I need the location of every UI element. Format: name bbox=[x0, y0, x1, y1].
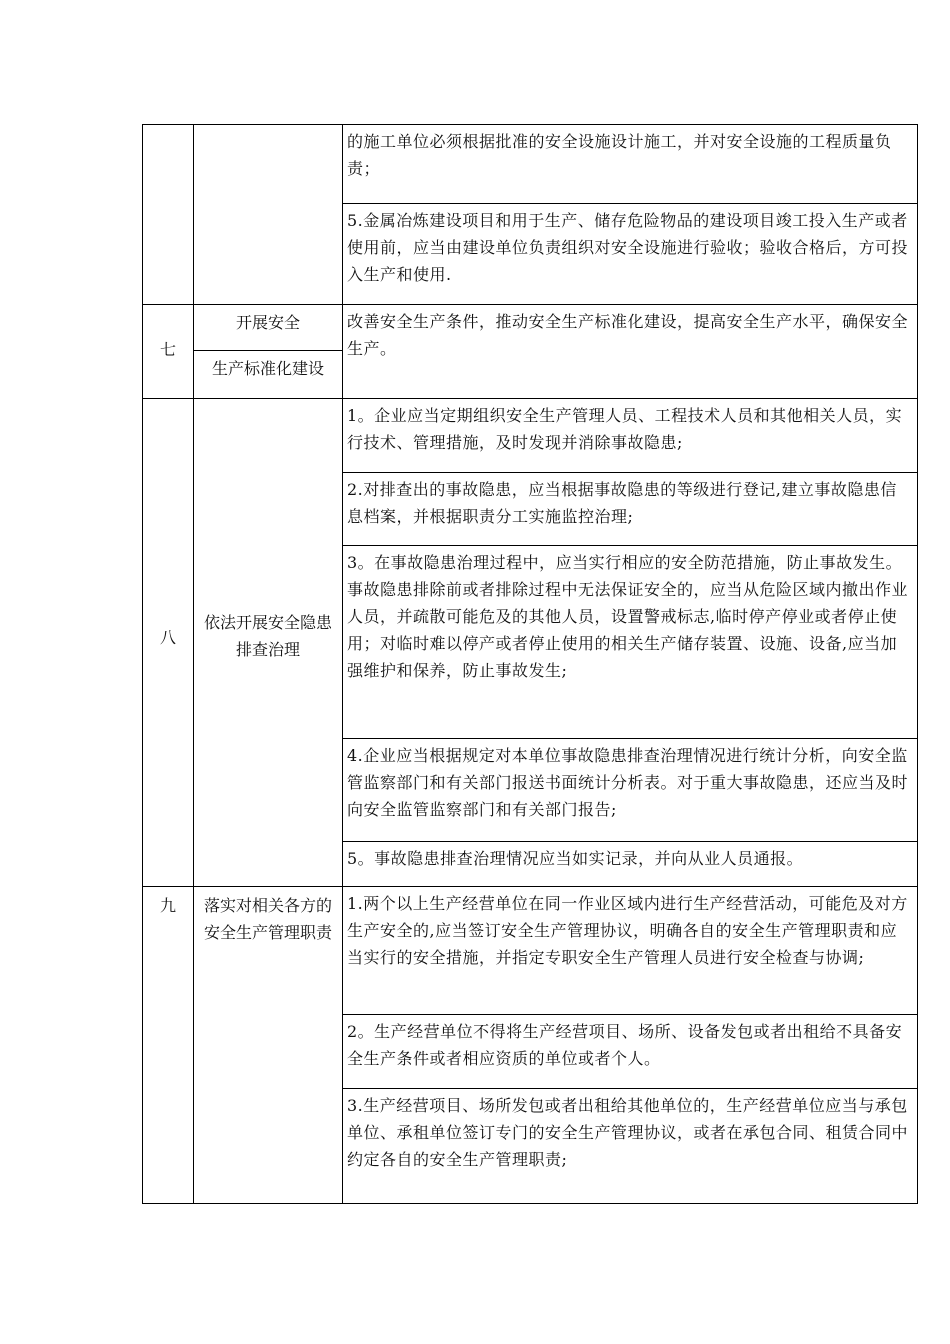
row-number: 七 bbox=[159, 340, 176, 359]
content-item: 1。企业应当定期组织安全生产管理人员、工程技术人员和其他相关人员，实行技术、管理措施，及时发现并消除事故隐患; bbox=[347, 406, 903, 452]
row-topic-cell bbox=[194, 305, 343, 398]
row-number: 八 bbox=[159, 628, 176, 647]
content-item: 4.企业应当根据规定对本单位事故隐患排查治理情况进行统计分析，向安全监管监察部门和有关部门报送书面统计分析表。对于重大事故隐患，还应当及时向安全监管监察部门和有关部门报告; bbox=[343, 738, 917, 841]
safety-duties-table bbox=[142, 124, 918, 1204]
row-content-cell bbox=[343, 305, 917, 398]
content-item: 5。事故隐患排查治理情况应当如实记录，并向从业人员通报。 bbox=[343, 841, 917, 885]
row-content-cell bbox=[343, 887, 917, 1203]
row-number: 九 bbox=[159, 896, 176, 915]
row-number-cell bbox=[143, 887, 194, 1203]
content-item: 2。生产经营单位不得将生产经营项目、场所、设备发包或者出租给不具备安全生产条件或者相应资质的单位或者个人。 bbox=[343, 1014, 917, 1088]
topic-divider bbox=[194, 350, 342, 351]
table-row-6 bbox=[143, 125, 917, 304]
content-item: 的施工单位必须根据批准的安全设施设计施工，并对安全设施的工程质量负责； bbox=[347, 132, 892, 178]
table-row-9 bbox=[143, 886, 917, 1203]
content-item: 改善安全生产条件，推动安全生产标准化建设，提高安全生产水平，确保安全生产。 bbox=[347, 312, 909, 358]
row-topic: 落实对相关各方的安全生产管理职责 bbox=[203, 896, 332, 942]
row-topic-cell bbox=[194, 125, 343, 304]
row-topic-bottom: 生产标准化建设 bbox=[211, 359, 324, 378]
row-number-cell bbox=[143, 125, 194, 304]
row-topic-cell bbox=[194, 887, 343, 1203]
content-item: 3。在事故隐患治理过程中，应当实行相应的安全防范措施，防止事故发生。事故隐患排除前或者排除过程中无法保证安全的，应当从危险区域内撤出作业人员，并疏散可能危及的其他人员，设置警戒标志,临时停产停业或者停止使用；对临时难以停产或者停止使用的相关生产储存装置、设施、设备,应当加强维护和保养，防止事故发生; bbox=[343, 545, 917, 738]
table-row-7 bbox=[143, 304, 917, 398]
content-item: 3.生产经营项目、场所发包或者出租给其他单位的，生产经营单位应当与承包单位、承租单位签订专门的安全生产管理协议，或者在承包合同、租赁合同中约定各自的安全生产管理职责; bbox=[343, 1088, 917, 1192]
content-item: 5.金属冶炼建设项目和用于生产、储存危险物品的建设项目竣工投入生产或者使用前，应当由建设单位负责组织对安全设施进行验收；验收合格后，方可投入生产和使用. bbox=[343, 203, 917, 311]
row-number-cell bbox=[143, 305, 194, 398]
row-topic: 依法开展安全隐患排查治理 bbox=[203, 613, 332, 659]
row-number-cell bbox=[143, 399, 194, 886]
table-row-8 bbox=[143, 398, 917, 886]
row-content-cell bbox=[343, 399, 917, 886]
content-item: 2.对排查出的事故隐患，应当根据事故隐患的等级进行登记,建立事故隐患信息档案，并根据职责分工实施监控治理; bbox=[343, 472, 917, 545]
content-item: 1.两个以上生产经营单位在同一作业区域内进行生产经营活动，可能危及对方生产安全的,应当签订安全生产管理协议，明确各自的安全生产管理职责和应当实行的安全措施，并指定专职安全生产管理人员进行安全检查与协调; bbox=[347, 894, 908, 967]
row-content-cell bbox=[343, 125, 917, 304]
row-topic-cell bbox=[194, 399, 343, 886]
row-topic-top: 开展安全 bbox=[235, 313, 300, 332]
